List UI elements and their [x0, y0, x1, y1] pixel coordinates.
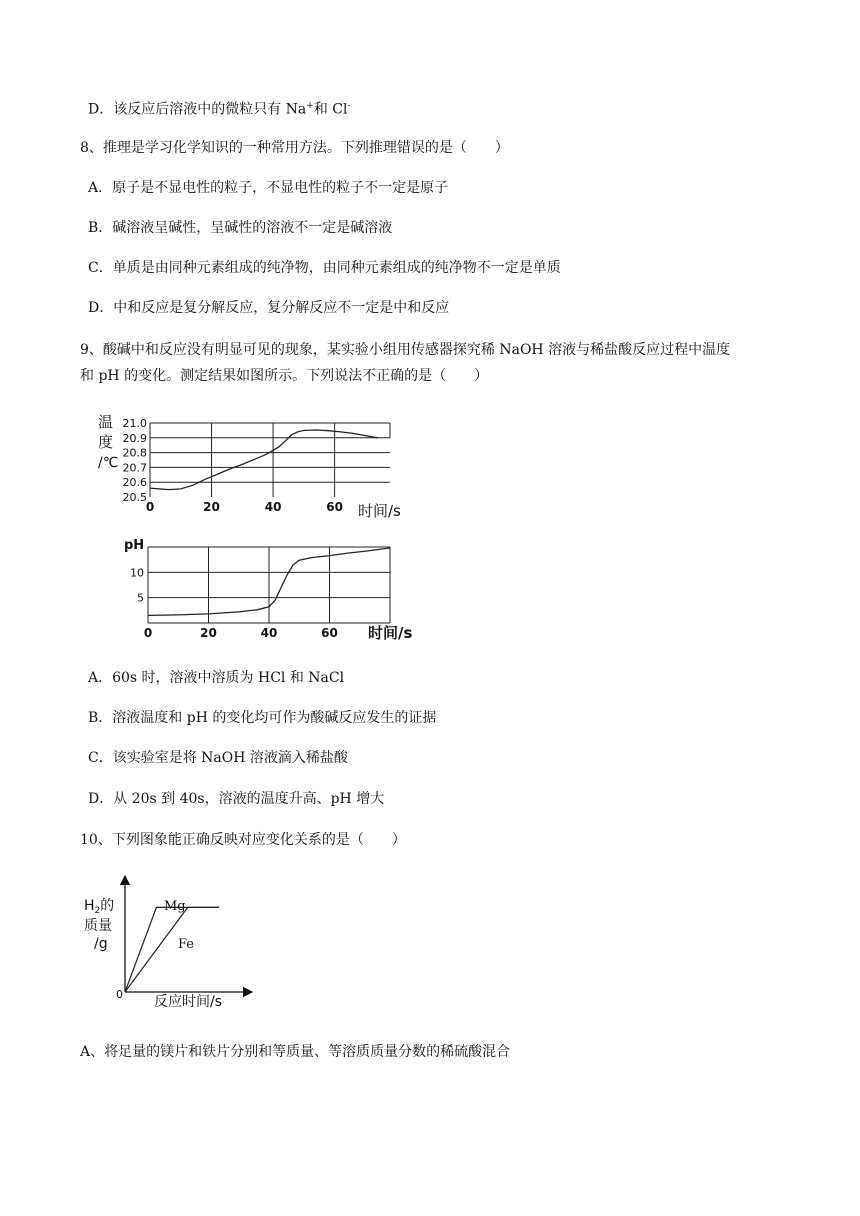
temp-y-tick-label: 20.8	[122, 446, 147, 460]
fe-series-line	[125, 907, 219, 992]
q7-option-d	[88, 96, 351, 120]
temp-ylabel-char-2: 度	[98, 433, 114, 451]
q9-option-b: B．溶液温度和 pH 的变化均可作为酸碱反应发生的证据	[88, 710, 437, 726]
ph-ylabel: pH	[124, 538, 145, 553]
ph-x-tick-label: 0	[143, 626, 153, 640]
h2-ylabel-h	[84, 898, 114, 916]
h2-xlabel: 反应时间/s	[154, 994, 223, 1010]
ph-x-tick-label: 60	[321, 626, 338, 640]
temp-xlabel: 时间/s	[358, 502, 401, 520]
temp-y-tick-label: 20.6	[122, 476, 147, 490]
ph-x-tick-label: 40	[260, 626, 278, 640]
q9-stem-line2: 和 pH 的变化。测定结果如图所示。下列说法不正确的是（ ）	[80, 368, 489, 384]
q10-option-a: A、将足量的镁片和铁片分别和等质量、等溶质质量分数的稀硫酸混合	[80, 1044, 511, 1060]
temp-y-tick-label: 20.5	[122, 491, 147, 504]
h2-origin-label: 0	[116, 988, 123, 1001]
h2-ylabel-mass: 质量	[84, 918, 112, 934]
q9-option-c: C．该实验室是将 NaOH 溶液滴入稀盐酸	[88, 750, 348, 766]
q7-option-d-mid: 和 Cl	[313, 101, 348, 118]
q10-stem: 10、下列图象能正确反映对应变化关系的是（ ）	[80, 832, 406, 848]
ph-y-tick-label: 10	[130, 566, 144, 580]
q9-stem-line1: 9、酸碱中和反应没有明显可见的现象，某实验小组用传感器探究稀 NaOH 溶液与稀盐酸反应过程中温度	[80, 342, 731, 358]
fe-series-label: Fe	[178, 937, 195, 952]
temp-x-tick-label: 20	[203, 500, 220, 514]
q7-option-d-sup: +	[306, 101, 314, 111]
mg-series-line	[125, 907, 219, 992]
q8-option-b: B．碱溶液呈碱性，呈碱性的溶液不一定是碱溶液	[88, 220, 393, 236]
temperature-chart	[90, 405, 420, 525]
ph-y-tick-label: 5	[137, 591, 144, 605]
temp-x-tick-label: 40	[264, 500, 282, 514]
temp-y-tick-label: 20.7	[122, 461, 147, 475]
temp-ylabel-char-1: 温	[98, 413, 114, 431]
h2-ylabel-unit: /g	[94, 936, 108, 952]
ph-chart	[120, 535, 430, 645]
temp-x-tick-label: 0	[145, 500, 155, 514]
q7-option-d-sup2: -	[347, 101, 351, 111]
ph-xlabel: 时间/s	[368, 624, 413, 642]
q7-option-d-text: D．该反应后溶液中的微粒只有 Na	[88, 101, 307, 118]
temp-y-tick-label: 21.0	[122, 417, 147, 430]
q8-option-d: D．中和反应是复分解反应，复分解反应不一定是中和反应	[88, 300, 450, 316]
hydrogen-mass-chart	[80, 872, 260, 1012]
h2-ylabel-tail: 的	[100, 898, 115, 914]
q9-option-a: A．60s 时，溶液中溶质为 HCl 和 NaCl	[88, 670, 345, 686]
temp-x-tick-label: 60	[326, 500, 343, 514]
q8-option-a: A．原子是不显电性的粒子，不显电性的粒子不一定是原子	[88, 180, 449, 196]
h2-ylabel-sub: 2	[94, 906, 101, 916]
h2-ylabel-h-text: H	[84, 898, 95, 914]
q8-stem: 8、推理是学习化学知识的一种常用方法。下列推理错误的是（ ）	[80, 140, 509, 156]
temperature-series-line	[150, 430, 378, 490]
ph-x-tick-label: 20	[200, 626, 217, 640]
temp-y-tick-label: 20.9	[122, 431, 147, 445]
mg-series-label: Mg	[164, 899, 186, 914]
q8-option-c: C．单质是由同种元素组成的纯净物，由同种元素组成的纯净物不一定是单质	[88, 260, 561, 276]
temp-ylabel-char-3: /℃	[98, 455, 119, 471]
q9-option-d: D．从 20s 到 40s，溶液的温度升高、pH 增大	[88, 791, 385, 807]
